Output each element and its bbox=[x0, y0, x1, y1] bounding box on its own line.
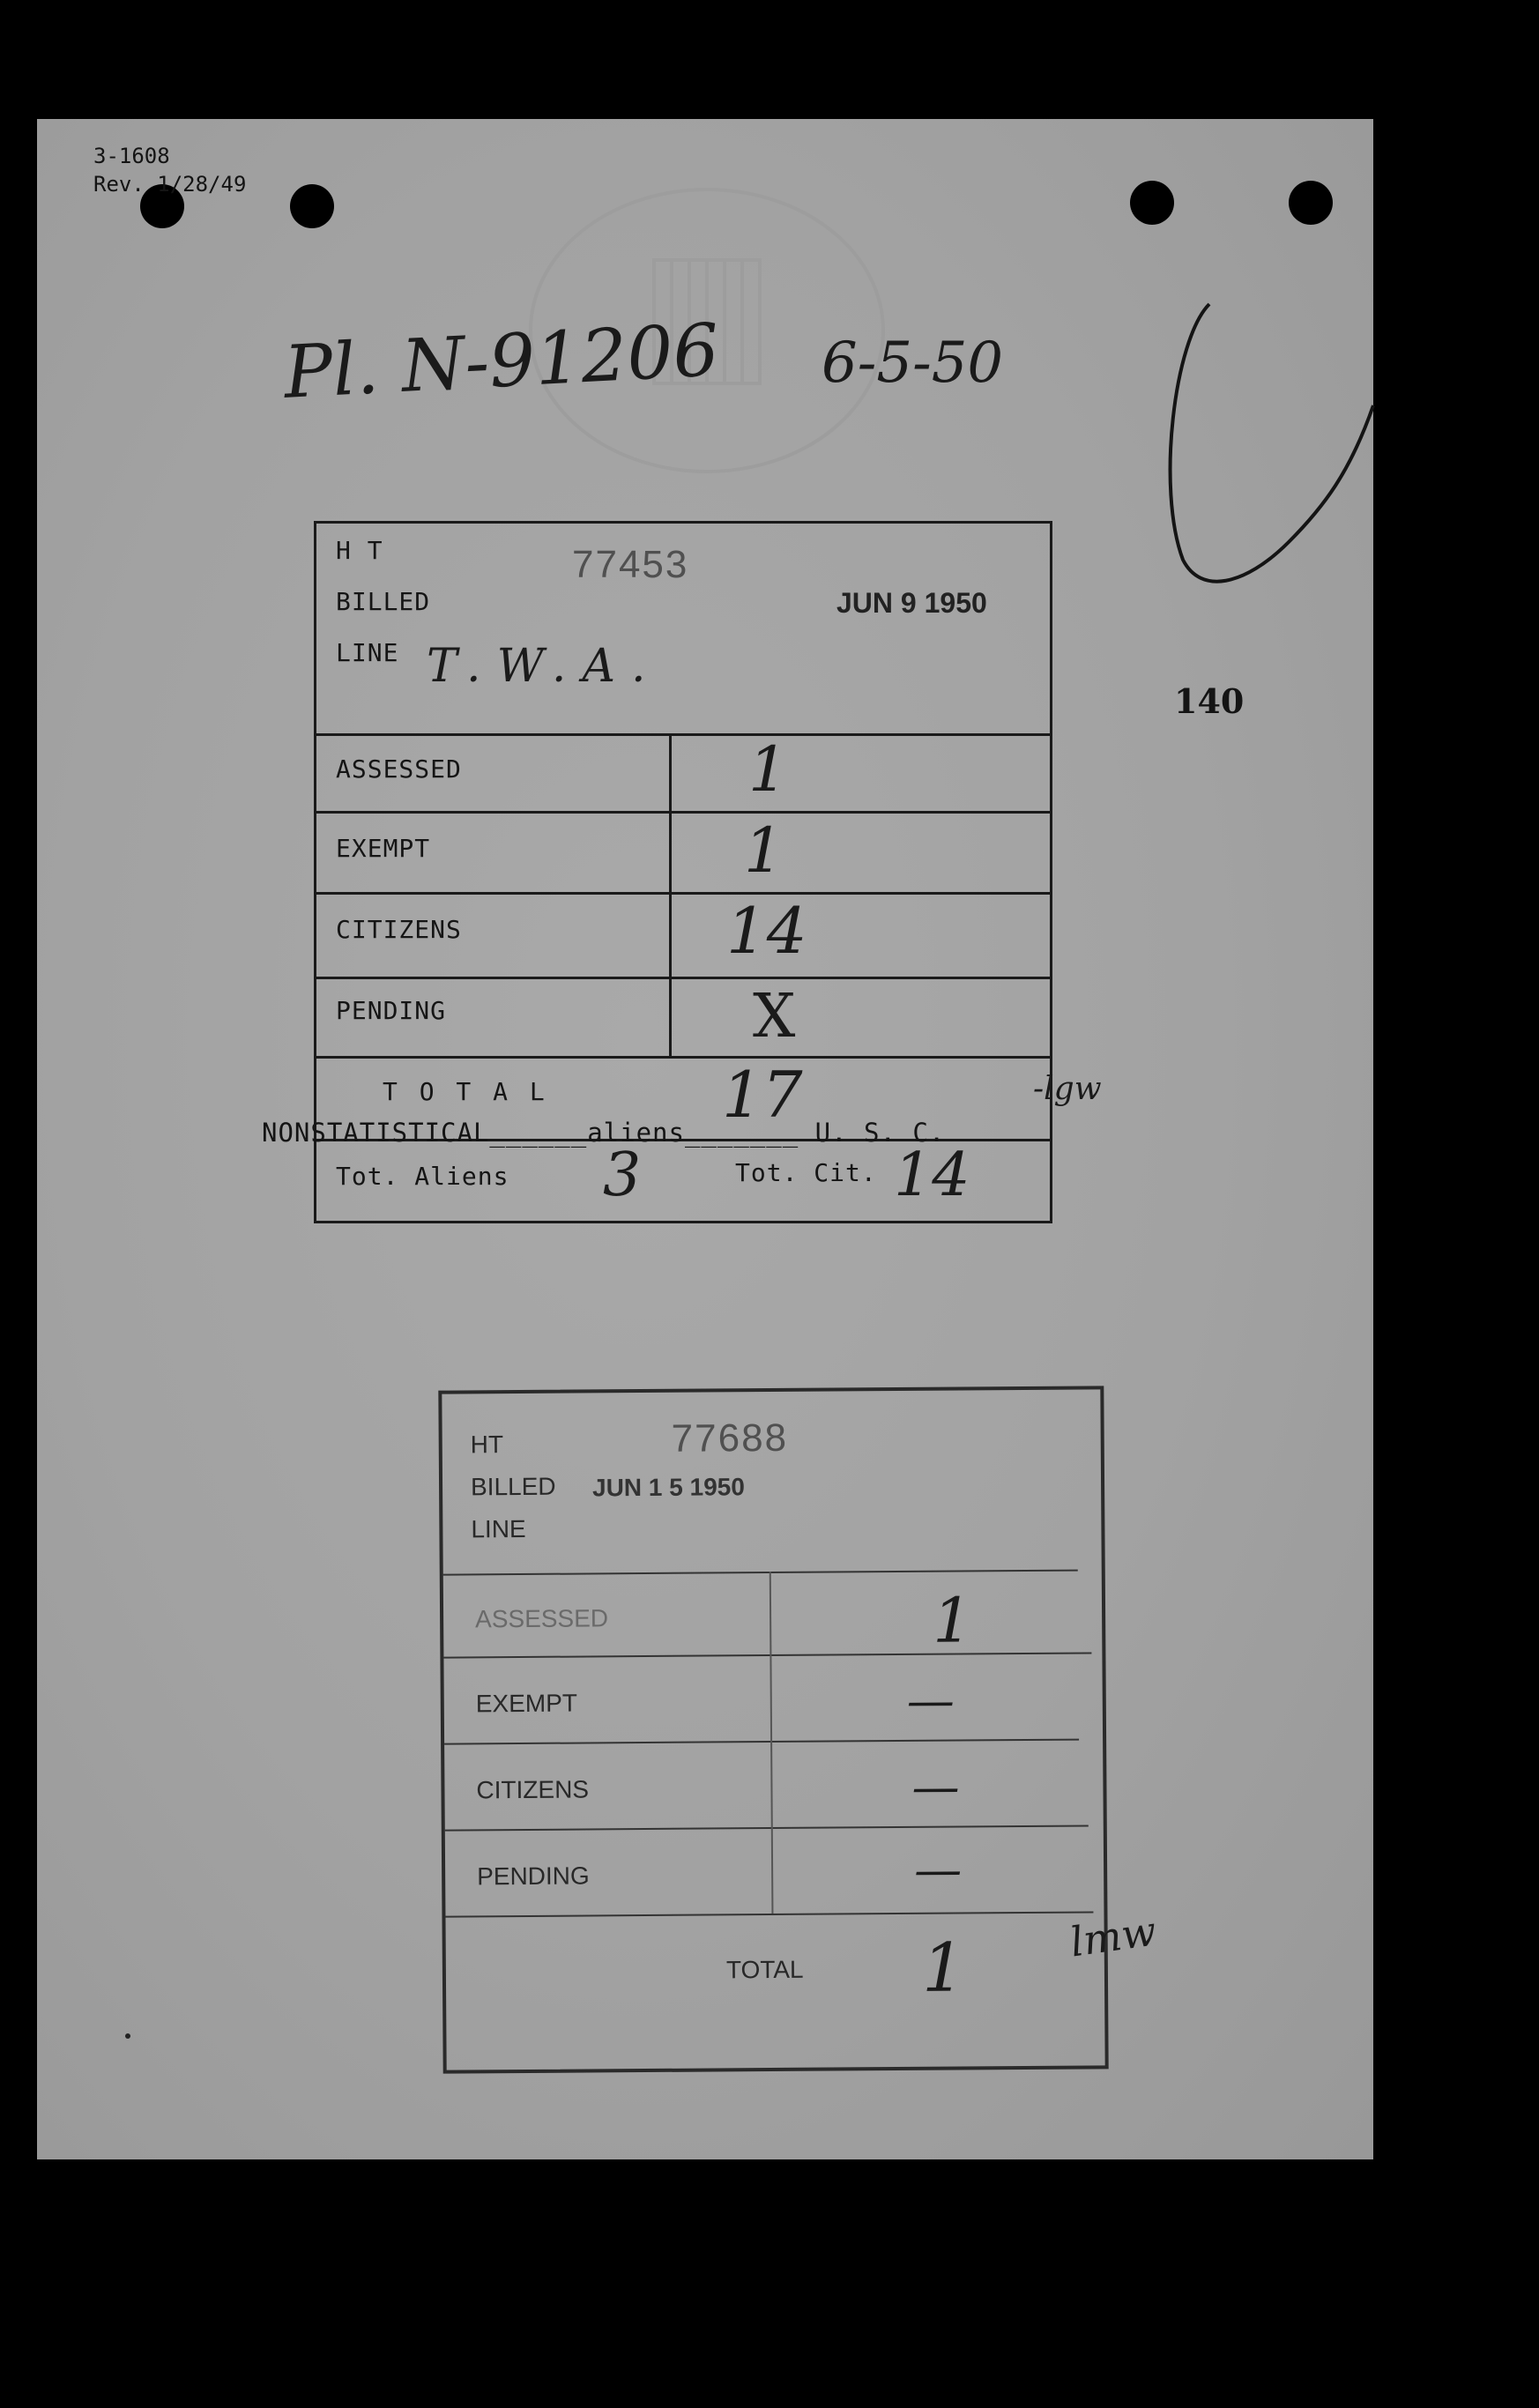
row-label-pending: PENDING bbox=[477, 1862, 590, 1891]
line-label: LINE bbox=[336, 638, 399, 667]
form-revision: Rev. 1/28/49 bbox=[93, 172, 247, 197]
tot-aliens-value: 3 bbox=[603, 1141, 642, 1210]
row-divider bbox=[316, 1056, 1050, 1059]
row-value-exempt: — bbox=[906, 1672, 955, 1728]
row-value-assessed: 1 bbox=[748, 733, 788, 806]
row-divider bbox=[316, 977, 1050, 979]
ht-label: H T bbox=[336, 536, 383, 565]
form1-initials: -lgw bbox=[1033, 1071, 1102, 1107]
nonstatistical-line: NONSTATISTICAL______aliens_______ U. S. C. bbox=[262, 1118, 946, 1148]
punch-hole bbox=[290, 184, 334, 228]
row-label-assessed: ASSESSED bbox=[475, 1604, 609, 1633]
document-page bbox=[37, 119, 1373, 2159]
row-label-citizens: CITIZENS bbox=[336, 915, 462, 944]
row-divider bbox=[316, 811, 1050, 814]
row-value-pending: — bbox=[913, 1841, 963, 1898]
tot-cit-value: 14 bbox=[894, 1141, 970, 1210]
billed-label: BILLED bbox=[336, 587, 431, 616]
check-mark-icon bbox=[1148, 207, 1377, 630]
row-value-citizens: — bbox=[911, 1758, 960, 1815]
handwritten-date: 6-5-50 bbox=[822, 331, 1004, 396]
manifest-form-2 bbox=[438, 1386, 1108, 2073]
page-number: 140 bbox=[1174, 681, 1245, 721]
total-label: T O T A L bbox=[383, 1077, 548, 1106]
handwritten-file-number: Pl. N-91206 bbox=[281, 308, 721, 415]
tot-cit-label: Tot. Cit. bbox=[735, 1158, 877, 1187]
line-value-handwritten: T.W.A. bbox=[427, 640, 662, 693]
tot-aliens-label: Tot. Aliens bbox=[336, 1162, 509, 1191]
row-label-assessed: ASSESSED bbox=[336, 754, 462, 784]
column-divider bbox=[669, 733, 672, 1056]
row-divider bbox=[443, 1570, 1078, 1576]
row-label-exempt: EXEMPT bbox=[336, 834, 431, 863]
total-label: TOTAL bbox=[725, 1955, 804, 1984]
total-value: 17 bbox=[722, 1058, 803, 1132]
billed-date-stamp: JUN 9 1950 bbox=[836, 587, 987, 619]
row-value-exempt: 1 bbox=[744, 814, 784, 887]
row-label-pending: PENDING bbox=[336, 996, 447, 1025]
ht-number-stamp: 77688 bbox=[671, 1416, 789, 1460]
total-value: 1 bbox=[921, 1928, 965, 2007]
row-label-exempt: EXEMPT bbox=[475, 1689, 578, 1718]
row-divider bbox=[443, 1652, 1091, 1658]
form-number: 3-1608 bbox=[93, 144, 170, 168]
ht-label: HT bbox=[470, 1431, 504, 1459]
billed-date-stamp: JUN 1 5 1950 bbox=[591, 1473, 745, 1502]
row-divider bbox=[445, 1911, 1093, 1917]
billed-label: BILLED bbox=[470, 1472, 556, 1501]
row-divider bbox=[316, 892, 1050, 895]
row-value-assessed: 1 bbox=[932, 1584, 972, 1657]
ink-dot bbox=[125, 2033, 130, 2039]
row-value-citizens: 14 bbox=[726, 894, 807, 968]
row-label-citizens: CITIZENS bbox=[476, 1775, 590, 1804]
ht-number-stamp: 77453 bbox=[572, 543, 689, 586]
form1-top-rule bbox=[314, 521, 1052, 524]
row-value-pending: X bbox=[753, 982, 796, 1052]
column-divider bbox=[770, 1572, 774, 1914]
line-label: LINE bbox=[471, 1514, 526, 1543]
row-divider bbox=[445, 1825, 1089, 1832]
row-divider bbox=[316, 733, 1050, 736]
row-divider bbox=[444, 1739, 1079, 1745]
form2-initials: lmw bbox=[1067, 1906, 1160, 1966]
